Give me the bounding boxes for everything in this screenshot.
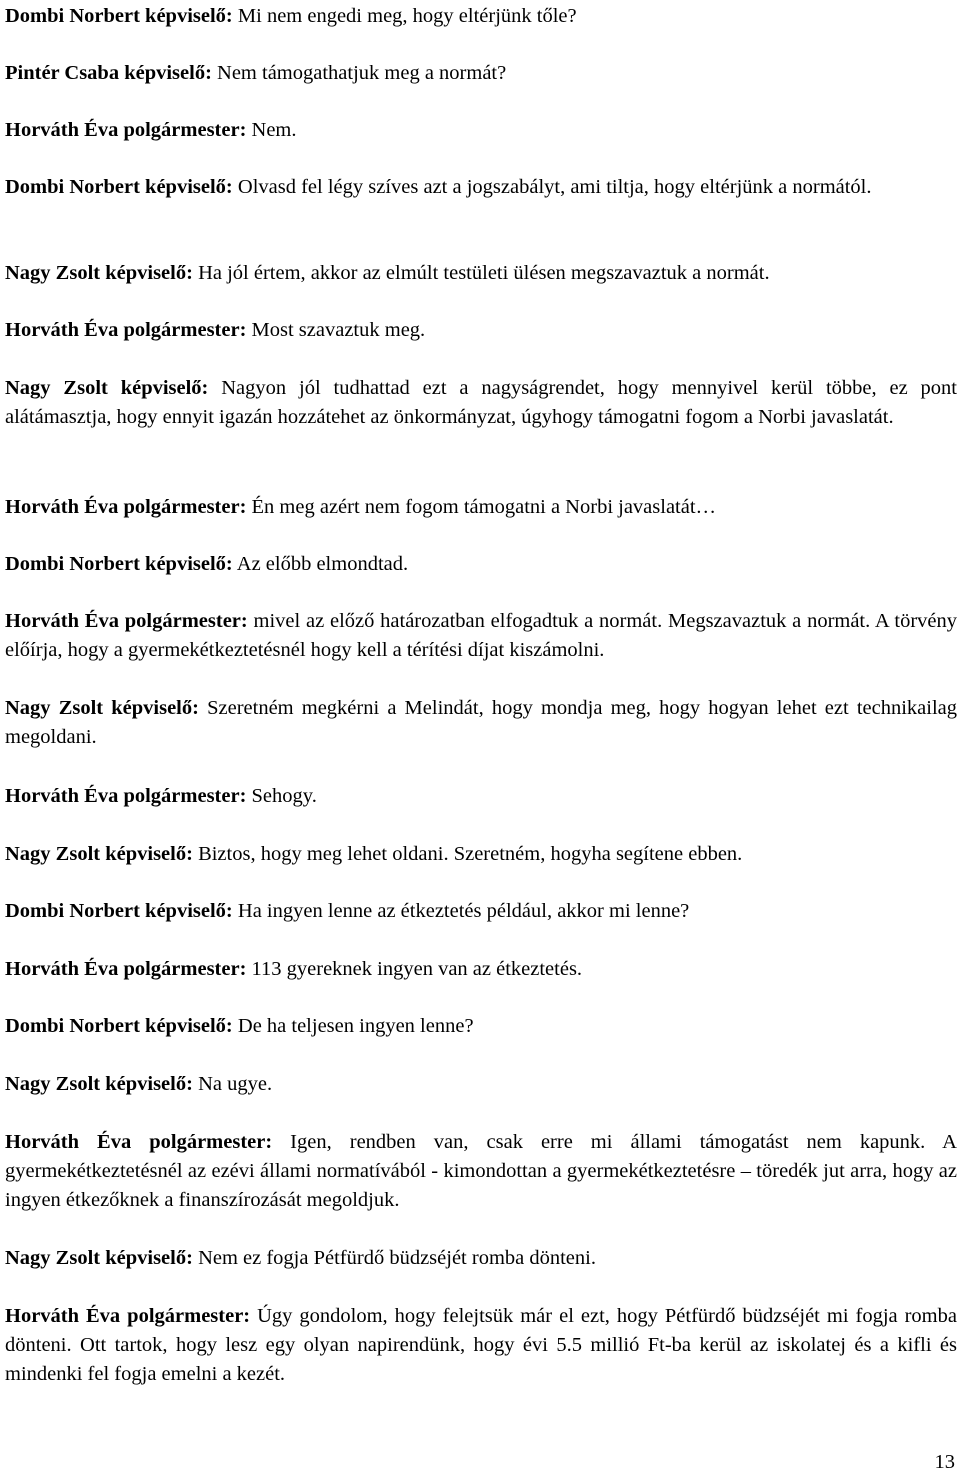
transcript-paragraph	[5, 59, 957, 88]
transcript-paragraph	[5, 316, 957, 345]
transcript-paragraph	[5, 840, 957, 869]
speaker-name: Nagy Zsolt képviselő:	[5, 843, 193, 865]
transcript-paragraph	[5, 550, 957, 579]
speech-text: Biztos, hogy meg lehet oldani. Szeretném, hogyha segítene ebben.	[192, 843, 743, 865]
speaker-name: Horváth Éva polgármester:	[5, 496, 247, 518]
speech-text: Most szavaztuk meg.	[246, 319, 426, 341]
transcript-paragraph	[5, 782, 957, 811]
transcript-paragraph	[5, 607, 957, 665]
speech-text: Én meg azért nem fogom támogatni a Norbi javaslatát…	[246, 496, 717, 518]
speaker-name: Horváth Éva polgármester:	[5, 785, 247, 807]
transcript-paragraph	[5, 259, 957, 288]
transcript-paragraph	[5, 173, 957, 202]
transcript-paragraph	[5, 1302, 957, 1389]
speech-text: Úgy gondolom, hogy felejtsük már el ezt, hogy Pétfürdő büdzséjét mi fogja romba dönteni. Ott tartok, hogy lesz egy olyan napirendünk, hogy évi 5.5 millió Ft-ba kerül az iskolatej és a kifli és mindenki fel fogja emelni a kezét.	[5, 1305, 957, 1385]
speaker-name: Pintér Csaba képviselő:	[5, 62, 212, 84]
speech-text: Mi nem engedi meg, hogy eltérjünk tőle?	[232, 5, 577, 27]
speaker-name: Dombi Norbert képviselő:	[5, 5, 233, 27]
speech-text: Nem támogathatjuk meg a normát?	[211, 62, 507, 84]
speaker-name: Horváth Éva polgármester:	[5, 319, 247, 341]
speaker-name: Dombi Norbert képviselő:	[5, 553, 233, 575]
speaker-name: Nagy Zsolt képviselő:	[5, 1247, 193, 1269]
transcript-paragraph	[5, 1012, 957, 1041]
speaker-name: Horváth Éva polgármester:	[5, 958, 247, 980]
speaker-name: Horváth Éva polgármester:	[5, 119, 247, 141]
transcript-paragraph	[5, 493, 957, 522]
speaker-name: Dombi Norbert képviselő:	[5, 1015, 233, 1037]
speech-text: 113 gyereknek ingyen van az étkeztetés.	[246, 958, 583, 980]
transcript-paragraph	[5, 1070, 957, 1099]
speaker-name: Nagy Zsolt képviselő:	[5, 262, 193, 284]
transcript-paragraph	[5, 897, 957, 926]
speech-text: Nagyon jól tudhattad ezt a nagyságrendet, hogy mennyivel kerül többe, ez pont alátámasztja, hogy ennyit igazán hozzátehet az önkormányzat, úgyhogy támogatni fogom a Norbi javaslatát.	[5, 377, 957, 428]
speaker-name: Dombi Norbert képviselő:	[5, 900, 233, 922]
speaker-name: Horváth Éva polgármester:	[5, 1305, 251, 1327]
speech-text: Ha ingyen lenne az étkeztetés például, akkor mi lenne?	[232, 900, 690, 922]
speech-text: Olvasd fel légy szíves azt a jogszabályt, ami tiltja, hogy eltérjünk a normától.	[232, 176, 872, 198]
speech-text: mivel az előző határozatban elfogadtuk a normát. Megszavaztuk a normát. A törvény előírja, hogy a gyermekétkeztetésnél hogy kell a térítési díjat kiszámolni.	[5, 610, 957, 661]
speaker-name: Horváth Éva polgármester:	[5, 1131, 273, 1153]
transcript-paragraph	[5, 2, 957, 31]
transcript-paragraph	[5, 1244, 957, 1273]
speech-text: Igen, rendben van, csak erre mi állami támogatást nem kapunk. A gyermekétkeztetésnél az ezévi állami normatívából - kimondottan a gyermekétkeztetésre – töredék jut arra, hogy az ingyen étkezőknek a finanszírozását megoldjuk.	[5, 1131, 957, 1211]
transcript-paragraph	[5, 116, 957, 145]
speech-text: De ha teljesen ingyen lenne?	[232, 1015, 474, 1037]
speaker-name: Nagy Zsolt képviselő:	[5, 1073, 193, 1095]
page-number: 13	[934, 1451, 955, 1473]
speech-text: Sehogy.	[246, 785, 317, 807]
transcript-paragraph	[5, 955, 957, 984]
speech-text: Ha jól értem, akkor az elmúlt testületi ülésen megszavaztuk a normát.	[192, 262, 770, 284]
speech-text: Az előbb elmondtad.	[232, 553, 409, 575]
transcript-paragraph	[5, 694, 957, 752]
transcript-paragraph	[5, 1128, 957, 1215]
transcript-paragraph	[5, 374, 957, 432]
speech-text: Nem.	[246, 119, 297, 141]
speaker-name: Dombi Norbert képviselő:	[5, 176, 233, 198]
speech-text: Nem ez fogja Pétfürdő büdzséjét romba dönteni.	[192, 1247, 596, 1269]
speaker-name: Horváth Éva polgármester:	[5, 610, 248, 632]
speech-text: Szeretném megkérni a Melindát, hogy mondja meg, hogy hogyan lehet ezt technikailag megoldani.	[5, 697, 957, 748]
speaker-name: Nagy Zsolt képviselő:	[5, 697, 199, 719]
speech-text: Na ugye.	[192, 1073, 273, 1095]
speaker-name: Nagy Zsolt képviselő:	[5, 377, 209, 399]
